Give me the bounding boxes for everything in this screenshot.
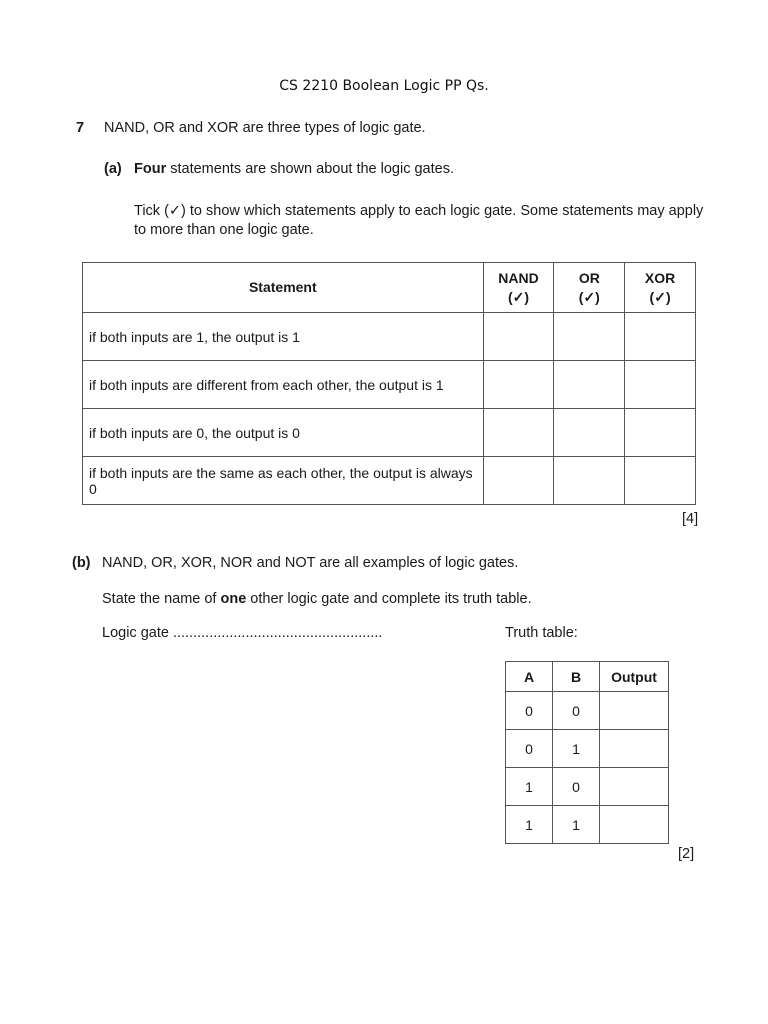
part-a-statement bbox=[134, 161, 454, 177]
part-a-label: (a) bbox=[104, 161, 122, 177]
part-a-statement-rest: statements are shown about the logic gates. bbox=[166, 161, 454, 177]
nand-tick-cell[interactable] bbox=[483, 457, 554, 505]
header-nand-name: NAND bbox=[498, 269, 539, 286]
xor-tick-cell[interactable] bbox=[625, 457, 696, 505]
input-a-cell: 0 bbox=[506, 692, 553, 730]
header-b: B bbox=[553, 662, 600, 692]
logic-gate-answer-line[interactable]: Logic gate .................................................... bbox=[102, 625, 383, 641]
truth-table-header bbox=[506, 662, 669, 692]
part-b-instruction-post: other logic gate and complete its truth table. bbox=[246, 591, 532, 607]
output-cell[interactable] bbox=[600, 768, 669, 806]
statements-table-header bbox=[83, 263, 696, 313]
part-b-marks: [2] bbox=[678, 846, 695, 862]
or-tick-cell[interactable] bbox=[554, 457, 625, 505]
input-a-cell: 1 bbox=[506, 768, 553, 806]
statement-cell: if both inputs are 1, the output is 1 bbox=[83, 313, 484, 361]
or-tick-cell[interactable] bbox=[554, 313, 625, 361]
part-b-label: (b) bbox=[72, 555, 91, 571]
nand-tick-cell[interactable] bbox=[483, 409, 554, 457]
part-b-instruction bbox=[102, 591, 532, 607]
xor-tick-cell[interactable] bbox=[625, 361, 696, 409]
xor-tick-cell[interactable] bbox=[625, 313, 696, 361]
part-a-statement-bold: Four bbox=[134, 161, 167, 177]
xor-tick-cell[interactable] bbox=[625, 409, 696, 457]
header-output: Output bbox=[600, 662, 669, 692]
input-b-cell: 0 bbox=[553, 768, 600, 806]
output-cell[interactable] bbox=[600, 692, 669, 730]
table-row bbox=[506, 768, 669, 806]
header-xor bbox=[625, 263, 696, 313]
part-b-instruction-bold: one bbox=[220, 591, 247, 607]
page-title: CS 2210 Boolean Logic PP Qs. bbox=[279, 78, 489, 94]
header-a: A bbox=[506, 662, 553, 692]
input-b-cell: 1 bbox=[553, 730, 600, 768]
table-row bbox=[506, 806, 669, 844]
question-number: 7 bbox=[76, 120, 85, 136]
header-xor-tick: (✓) bbox=[649, 288, 671, 305]
statement-cell: if both inputs are 0, the output is 0 bbox=[83, 409, 484, 457]
input-b-cell: 0 bbox=[553, 692, 600, 730]
header-or-tick: (✓) bbox=[578, 288, 600, 305]
header-xor-name: XOR bbox=[644, 269, 676, 286]
table-row bbox=[83, 409, 696, 457]
table-row bbox=[83, 361, 696, 409]
table-row bbox=[83, 313, 696, 361]
input-a-cell: 0 bbox=[506, 730, 553, 768]
or-tick-cell[interactable] bbox=[554, 409, 625, 457]
question-intro: NAND, OR and XOR are three types of logic gate. bbox=[104, 120, 426, 136]
truth-table bbox=[505, 661, 669, 844]
header-or bbox=[554, 263, 625, 313]
nand-tick-cell[interactable] bbox=[483, 313, 554, 361]
table-row bbox=[83, 457, 696, 505]
table-row bbox=[506, 692, 669, 730]
part-a-instruction: Tick (✓) to show which statements apply to each logic gate. Some statements may apply to more than one logic gate. bbox=[134, 203, 704, 238]
statement-cell: if both inputs are the same as each other, the output is always 0 bbox=[83, 457, 484, 505]
statements-table bbox=[82, 262, 696, 505]
truth-table-label: Truth table: bbox=[505, 625, 578, 641]
statement-cell: if both inputs are different from each other, the output is 1 bbox=[83, 361, 484, 409]
part-b-statement: NAND, OR, XOR, NOR and NOT are all examples of logic gates. bbox=[102, 555, 519, 571]
input-b-cell: 1 bbox=[553, 806, 600, 844]
table-row bbox=[506, 730, 669, 768]
part-a-marks: [4] bbox=[682, 511, 699, 527]
input-a-cell: 1 bbox=[506, 806, 553, 844]
header-nand bbox=[483, 263, 554, 313]
header-nand-tick: (✓) bbox=[507, 288, 530, 305]
nand-tick-cell[interactable] bbox=[483, 361, 554, 409]
output-cell[interactable] bbox=[600, 730, 669, 768]
or-tick-cell[interactable] bbox=[554, 361, 625, 409]
output-cell[interactable] bbox=[600, 806, 669, 844]
part-b-instruction-pre: State the name of bbox=[102, 591, 221, 607]
header-statement: Statement bbox=[83, 263, 484, 313]
header-or-name: OR bbox=[578, 269, 600, 286]
